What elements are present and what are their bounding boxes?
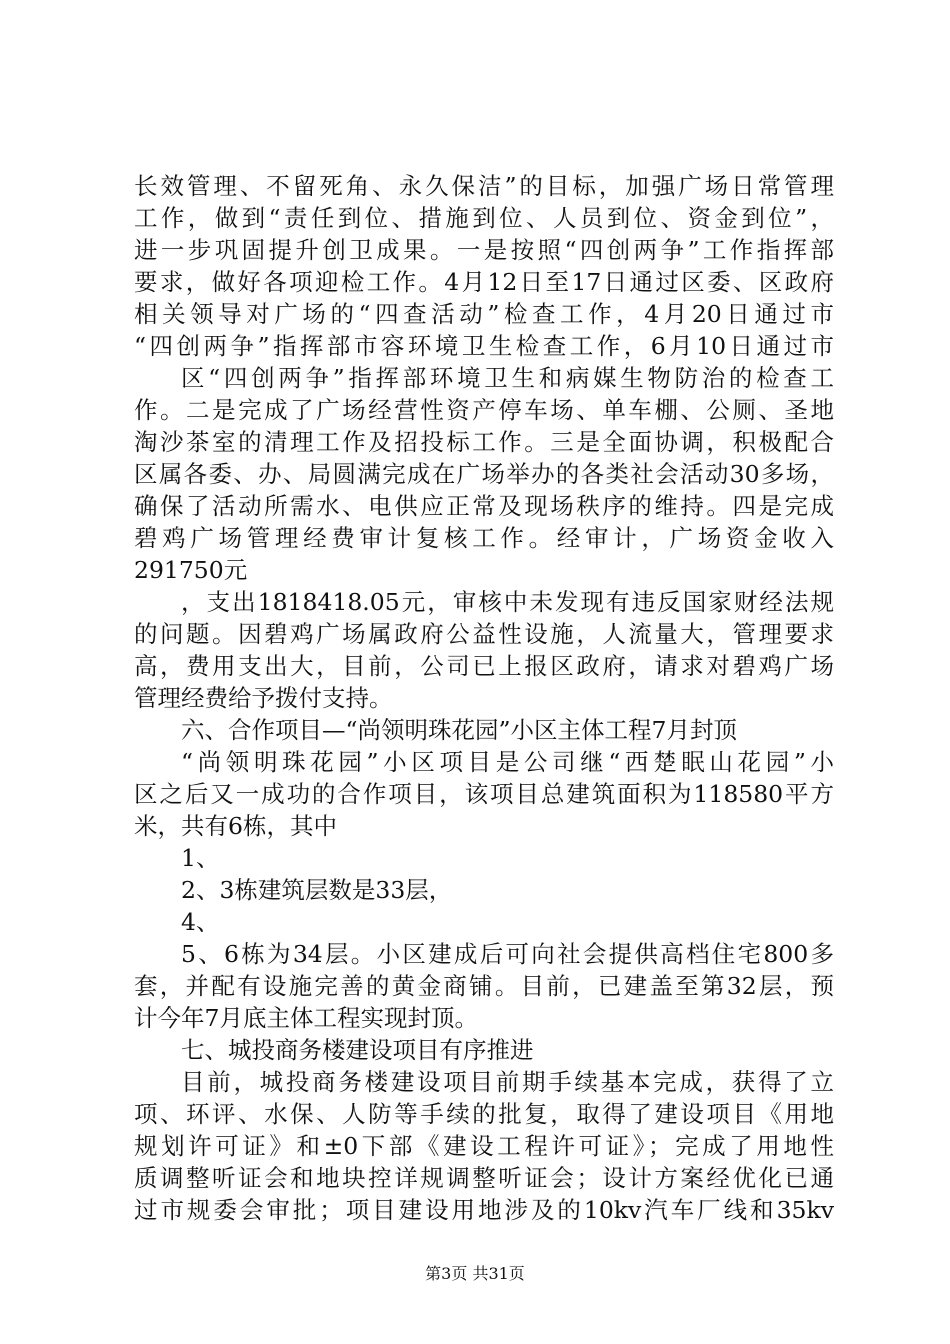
page-footer	[0, 1264, 950, 1284]
text-line: 管理经费给予拨付支持。	[134, 684, 393, 712]
text-line: 的问题。因碧鸡广场属政府公益性设施，人流量大，管理要求	[134, 620, 834, 648]
text-line: 291750元	[134, 556, 248, 584]
list-item: 2、3栋建筑层数是33层，	[181, 876, 453, 904]
text-line: ，支出1818418.05元，审核中未发现有违反国家财经法规	[181, 588, 834, 616]
text-line: 进一步巩固提升创卫成果。一是按照“四创两争”工作指挥部	[134, 236, 834, 264]
text-line: 计今年7月底主体工程实现封顶。	[134, 1004, 478, 1032]
text-line: 质调整听证会和地块控详规调整听证会；设计方案经优化已通	[134, 1164, 834, 1192]
text-line: 规划许可证》和±0下部《建设工程许可证》；完成了用地性	[134, 1132, 834, 1160]
text-line: 相关领导对广场的“四查活动”检查工作，4月20日通过市	[134, 300, 834, 328]
text-line: 目前，城投商务楼建设项目前期手续基本完成，获得了立	[181, 1068, 834, 1096]
text-line: 淘沙茶室的清理工作及招投标工作。三是全面协调，积极配合	[134, 428, 834, 456]
text-line: 高，费用支出大，目前，公司已上报区政府，请求对碧鸡广场	[134, 652, 834, 680]
text-line: 作。二是完成了广场经营性资产停车场、单车棚、公厕、圣地	[134, 396, 834, 424]
text-line: “四创两争”指挥部市容环境卫生检查工作，6月10日通过市	[134, 332, 834, 360]
text-line: 米，共有6栋，其中	[134, 812, 337, 840]
text-line: 区属各委、办、局圆满完成在广场举办的各类社会活动30多场，	[134, 460, 834, 488]
text-line: 长效管理、不留死角、永久保洁”的目标，加强广场日常管理	[134, 172, 834, 200]
text-line: 区之后又一成功的合作项目，该项目总建筑面积为118580平方	[134, 780, 834, 808]
section-heading: 七、城投商务楼建设项目有序推进	[181, 1036, 534, 1064]
text-line: 工作，做到“责任到位、措施到位、人员到位、资金到位”，	[134, 204, 834, 232]
text-line: 项、环评、水保、人防等手续的批复，取得了建设项目《用地	[134, 1100, 834, 1128]
text-line: 过市规委会审批；项目建设用地涉及的10kv汽车厂线和35kv	[134, 1196, 834, 1224]
text-line: 确保了活动所需水、电供应正常及现场秩序的维持。四是完成	[134, 492, 834, 520]
list-item: 1、	[181, 844, 220, 872]
page-number-label: 第3页 共31页	[425, 1264, 525, 1283]
text-line: 区“四创两争”指挥部环境卫生和病媒生物防治的检查工	[181, 364, 834, 392]
text-line: “尚领明珠花园”小区项目是公司继“西楚眠山花园”小	[181, 748, 834, 776]
list-item: 4、	[181, 908, 220, 936]
text-line: 要求，做好各项迎检工作。4月12日至17日通过区委、区政府	[134, 268, 834, 296]
text-line: 套，并配有设施完善的黄金商铺。目前，已建盖至第32层，预	[134, 972, 834, 1000]
document-body	[134, 170, 834, 1226]
text-line: 碧鸡广场管理经费审计复核工作。经审计，广场资金收入	[134, 524, 834, 552]
list-item: 5、6栋为34层。小区建成后可向社会提供高档住宅800多	[181, 940, 834, 968]
section-heading: 六、合作项目—“尚领明珠花园”小区主体工程7月封顶	[181, 716, 737, 744]
